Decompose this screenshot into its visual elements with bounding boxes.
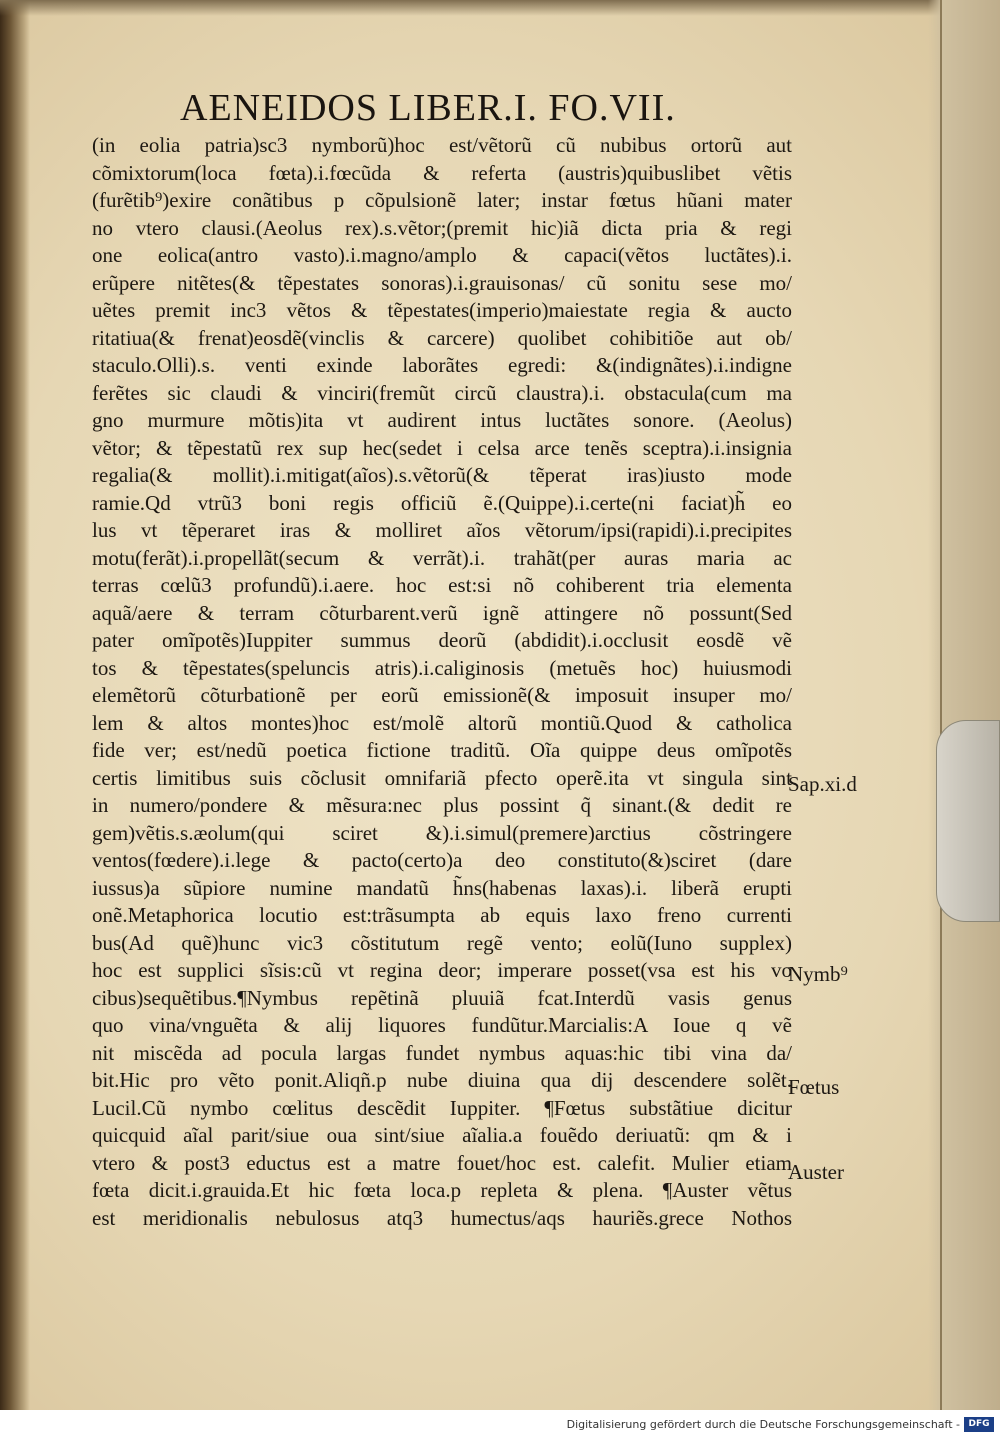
text-line: iussus)a sũpiore numine mandatũ h̃ns(habenas laxas).i. liberã erupti xyxy=(92,875,792,900)
margin-note-nymbus: Nymb⁹ xyxy=(788,962,848,986)
text-line: ferẽtes sic claudi & vinciri(fremũt circũ claustra).i. obstacula(cum ma xyxy=(92,380,792,405)
top-page-edge xyxy=(0,0,1000,16)
page-title: AENEIDOS LIBER.I. FO.VII. xyxy=(180,87,676,129)
text-line: quicquid aĩal parit/siue oua sint/siue aĩalia.a fouẽdo deriuatũ: qm & i xyxy=(92,1123,792,1147)
text-line: onẽ.Metaphorica locutio est:trãsumpta ab equis laxo freno currenti xyxy=(92,903,792,927)
text-line: ventos(fœdere).i.lege & pacto(certo)a deo constituto(&)sciret (dare xyxy=(92,848,792,872)
text-line: (furẽtib⁹)exire conãtibus p cõpulsionẽ later; instar fœtus hũani mater xyxy=(92,188,792,212)
text-line: lem & altos montes)hoc est/molẽ altorũ montiũ.Quod & catholica xyxy=(92,710,792,735)
text-line: in numero/pondere & mẽsura:nec plus possint q̃ sinant.(& dedit re xyxy=(92,793,792,817)
binding-edge xyxy=(0,0,30,1410)
text-line: pater omĩpotẽs)Iuppiter summus deorũ (abdidit).i.occlusit eosdẽ vẽ xyxy=(92,628,792,652)
text-line: staculo.Olli).s. venti exinde laborãtes egredi: &(indignãtes).i.indigne xyxy=(92,353,792,377)
margin-note-foetus: Fœtus xyxy=(788,1075,840,1099)
text-line: gno murmure mõtis)ita vt audirent intus luctãtes sonore. (Aeolus) xyxy=(92,408,792,432)
text-line: gem)vẽtis.s.æolum(qui sciret &).i.simul(premere)arctius cõstringere xyxy=(92,820,792,845)
text-line: terras cœlũ3 profundũ).i.aere. hoc est:si nõ cohiberent tria elementa xyxy=(92,573,792,597)
text-line: regalia(& mollit).i.mitigat(aĩos).s.vẽtorũ(& tẽperat iras)iusto mode xyxy=(92,463,792,487)
text-line: nit miscẽda ad pocula largas fundet nymbus aquas:hic tibi vina da/ xyxy=(92,1040,792,1065)
text-line: bit.Hic pro vẽto ponit.Aliqñ.p nube diuina qua dij descendere solẽt. xyxy=(92,1068,792,1092)
text-line: no vtero clausi.(Aeolus rex).s.vẽtor;(premit hic)iã dicta pria & regi xyxy=(92,215,792,240)
page-clip xyxy=(936,720,1000,922)
text-line: motu(ferãt).i.propellãt(secum & verrãt).i. trahãt(per auras maria ac xyxy=(92,545,792,570)
text-line: hoc est supplici sĩsis:cũ vt regina deor; imperare posset(vsa est his vo xyxy=(92,958,792,982)
footer-bar xyxy=(0,1410,1000,1442)
text-line: erũpere nitẽtes(& tẽpestates sonoras).i.grauisonas/ cũ sonitu sese mo/ xyxy=(92,270,792,295)
text-line: cõmixtorum(loca fœta).i.fœcũda & referta (austris)quibuslibet vẽtis xyxy=(92,160,792,185)
text-line: cibus)sequẽtibus.¶Nymbus repẽtinã pluuiã fcat.Interdũ vasis genus xyxy=(92,985,792,1010)
text-line: ramie.Qd vtrũ3 boni regis officiũ ẽ.(Quippe).i.certe(ni faciat)h̃ eo xyxy=(92,490,792,515)
text-line: lus vt tẽperaret iras & molliret aĩos vẽtorum/ipsi(rapidi).i.precipites xyxy=(92,518,792,542)
text-line: elemẽtorũ cõturbationẽ per eorũ emissionẽ(& imposuit insuper mo/ xyxy=(92,683,792,707)
margin-note-sap: Sap.xi.d xyxy=(788,772,857,796)
text-line: quo vina/vnguẽta & alij liquores fundũtur.Marcialis:A Ioue q vẽ xyxy=(92,1013,792,1037)
text-line: vẽtor; & tẽpestatũ rex sup hec(sedet i celsa arce tenẽs sceptra).i.insignia xyxy=(92,435,792,460)
margin-note-auster: Auster xyxy=(788,1160,844,1184)
dfg-logo-icon: DFG xyxy=(964,1417,994,1432)
text-line: one eolica(antro vasto).i.magno/amplo & capaci(vẽtos luctãtes).i. xyxy=(92,243,792,267)
footer-credit: Digitalisierung gefördert durch die Deutsche Forschungsgemeinschaft - xyxy=(566,1418,960,1431)
text-line: Lucil.Cũ nymbo cœlitus descẽdit Iuppiter. ¶Fœtus substãtiue dicitur xyxy=(92,1095,792,1120)
text-line: fœta dicit.i.grauida.Et hic fœta loca.p repleta & plena. ¶Auster vẽtus xyxy=(92,1178,792,1202)
text-line: est meridionalis nebulosus atq3 humectus/aqs hauriẽs.grece Nothos xyxy=(92,1205,792,1230)
text-line: (in eolia patria)sc3 nymborũ)hoc est/vẽtorũ cũ nubibus ortorũ aut xyxy=(92,133,792,157)
main-text xyxy=(92,132,792,1232)
text-line: bus(Ad quẽ)hunc vic3 cõstitutum regẽ vento; eolũ(Iuno supplex) xyxy=(92,930,792,955)
text-line: vtero & post3 eductus est a matre fouet/hoc est. calefit. Mulier etiam xyxy=(92,1150,792,1175)
text-line: ritatiua(& frenat)eosdẽ(vinclis & carcere) quolibet cohibitiõe aut ob/ xyxy=(92,325,792,350)
text-line: tos & tẽpestates(speluncis atris).i.caliginosis (metuẽs hoc) huiusmodi xyxy=(92,655,792,680)
text-line: uẽtes premit inc3 vẽtos & tẽpestates(imperio)maiestate regia & aucto xyxy=(92,298,792,322)
text-line: certis limitibus suis cõclusit omnifariã pfecto operẽ.ita vt singula sint xyxy=(92,765,792,790)
text-line: fide ver; est/nedũ poetica fictione traditũ. Oĩa quippe deus omĩpotẽs xyxy=(92,738,792,762)
text-line: aquã/aere & terram cõturbarent.verũ ignẽ attingere nõ possunt(Sed xyxy=(92,600,792,625)
facing-page-edge xyxy=(928,0,1000,1410)
